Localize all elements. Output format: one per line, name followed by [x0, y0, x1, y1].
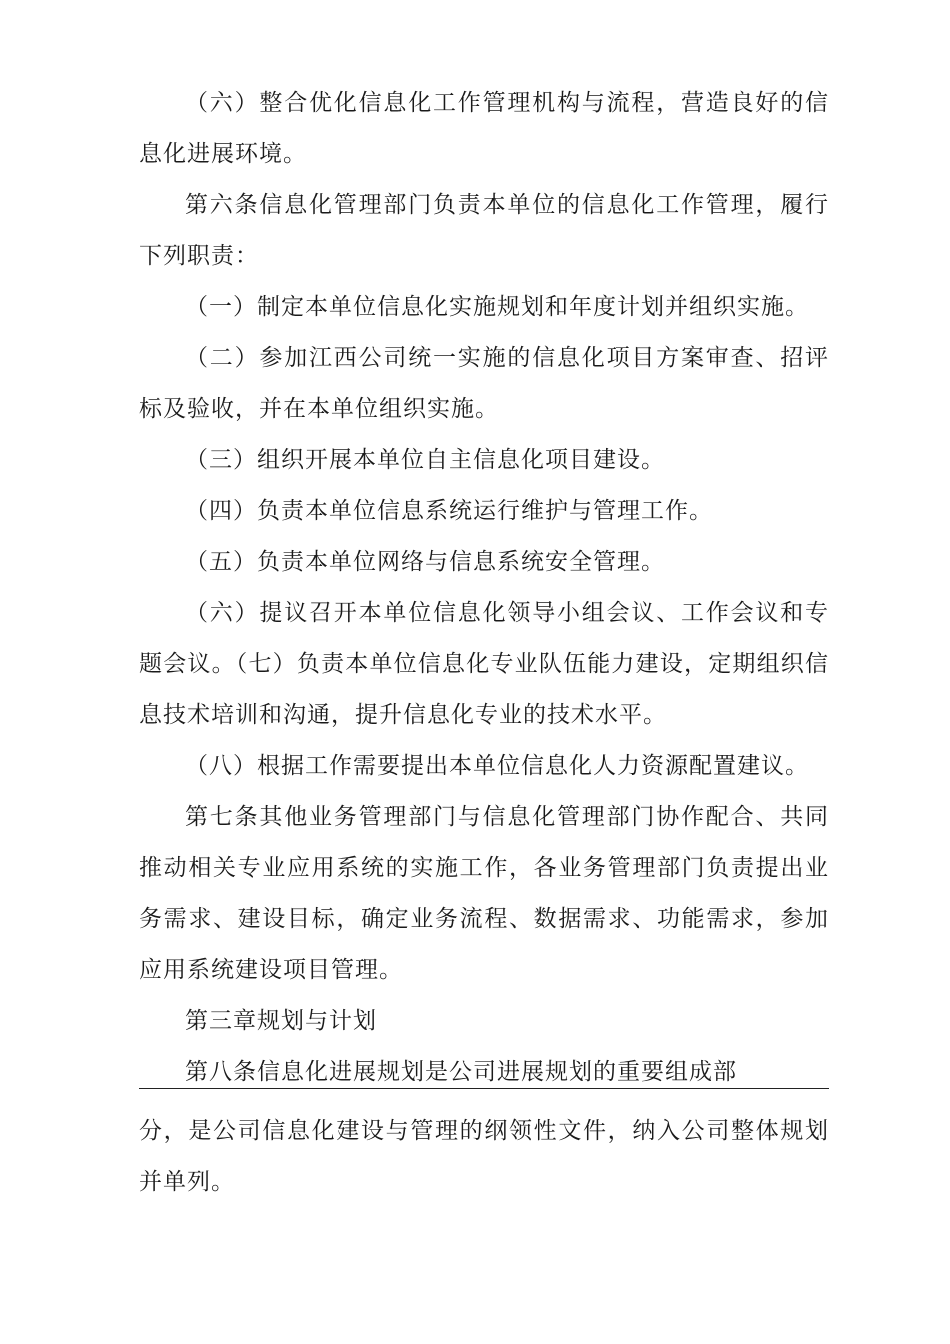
paragraph-goal-6: （六）整合优化信息化工作管理机构与流程，营造良好的信息化进展环境。	[139, 90, 829, 167]
paragraph-duty-4: （四）负责本单位信息系统运行维护与管理工作。	[185, 498, 713, 524]
paragraph-article-8-continued: 分，是公司信息化建设与管理的纲领性文件，纳入公司整体规划并单列。	[139, 1118, 829, 1195]
paragraph-duty-6-7: （六）提议召开本单位信息化领导小组会议、工作会议和专题会议。（七）负责本单位信息化专业队伍能力建设，定期组织信息技术培训和沟通，提升信息化专业的技术水平。	[139, 600, 829, 728]
paragraph-article-6: 第六条信息化管理部门负责本单位的信息化工作管理，履行下列职责：	[139, 192, 829, 269]
paragraph-duty-2: （二）参加江西公司统一实施的信息化项目方案审查、招评标及验收，并在本单位组织实施。	[139, 345, 829, 422]
main-text	[139, 78, 829, 1098]
paragraph-duty-8: （八）根据工作需要提出本单位信息化人力资源配置建议。	[185, 753, 809, 779]
paragraph-duty-1: （一）制定本单位信息化实施规划和年度计划并组织实施。	[185, 294, 809, 320]
paragraph-duty-5: （五）负责本单位网络与信息系统安全管理。	[185, 549, 665, 575]
chapter-heading: 第三章规划与计划	[185, 1008, 377, 1034]
continuation-text	[139, 1106, 829, 1208]
paragraph-duty-3: （三）组织开展本单位自主信息化项目建设。	[185, 447, 665, 473]
paragraph-article-7: 第七条其他业务管理部门与信息化管理部门协作配合、共同推动相关专业应用系统的实施工作，各业务管理部门负责提出业务需求、建设目标，确定业务流程、数据需求、功能需求，参加应用系统建设项目管理。	[139, 804, 829, 983]
paragraph-article-8: 第八条信息化进展规划是公司进展规划的重要组成部	[185, 1059, 737, 1085]
footnote-divider	[139, 1088, 829, 1089]
